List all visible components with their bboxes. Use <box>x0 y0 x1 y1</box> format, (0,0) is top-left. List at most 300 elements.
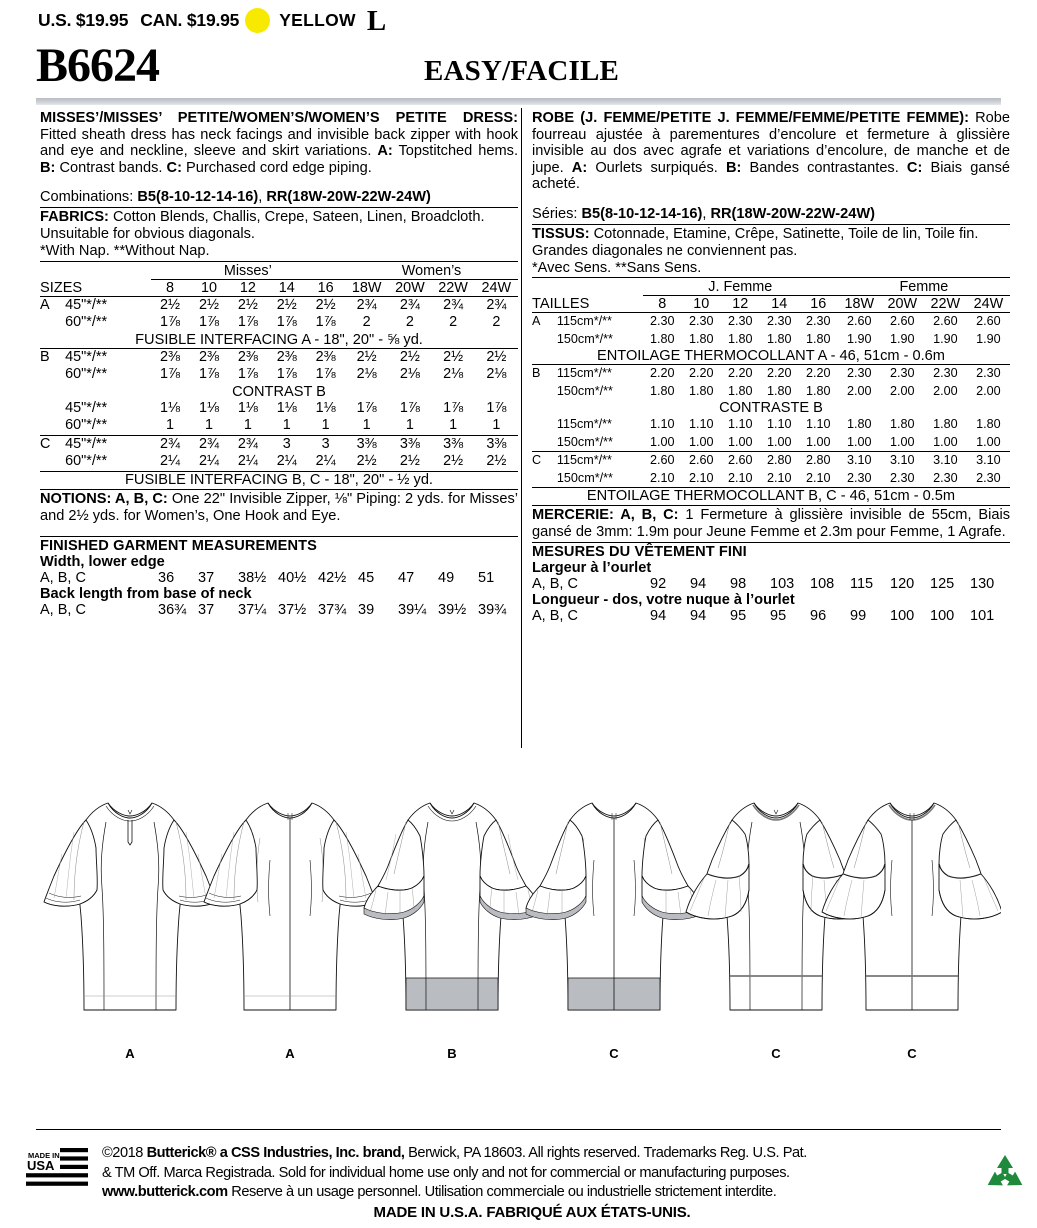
french-view-b-label: B: <box>725 159 742 176</box>
table-row <box>40 417 518 435</box>
yardage-cell: 2.00 <box>846 383 872 398</box>
fgm-cell: 38½ <box>238 570 267 587</box>
english-view-b-label: B: <box>40 159 56 176</box>
interfacing-bc-value: - 18", 20" - ½ yd. <box>320 471 433 488</box>
tailles-label: TAILLES <box>532 296 590 313</box>
rule <box>532 277 1010 278</box>
fgm-cell: 49 <box>438 570 455 587</box>
yardage-cell: 1.00 <box>890 434 915 449</box>
yardage-cell: 3⅜ <box>431 435 474 453</box>
fabric-width: 115cm*/** <box>557 313 643 331</box>
yardage-cell: 2¼ <box>160 453 181 470</box>
yardage-cell: 2 <box>405 314 414 331</box>
sizes-row <box>40 279 518 296</box>
footer <box>20 1138 1030 1224</box>
yardage-cell: 2½ <box>356 453 377 470</box>
size-8: 8 <box>658 296 667 313</box>
fgm-views: A, B, C <box>40 570 86 587</box>
fgm-cell: 100 <box>890 607 915 624</box>
french-unsuitable: Grandes diagonales ne conviennent pas. <box>532 242 798 259</box>
french-view-c-text: Biais gansé acheté. <box>532 159 1010 193</box>
yardage-cell: 3.10 <box>967 452 1010 470</box>
fgm-cell: 115 <box>850 575 874 592</box>
yardage-cell: 1⅞ <box>276 314 297 331</box>
yardage-cell: 1.10 <box>766 417 792 432</box>
group-femme: Femme <box>838 279 1010 296</box>
price-us: U.S. $19.95 <box>38 9 129 30</box>
yardage-cell: 2¾ <box>151 435 190 453</box>
price-can: CAN. $19.95 <box>140 9 240 30</box>
view-letter: B <box>532 365 557 383</box>
fabric-width: 60"*/** <box>65 417 108 434</box>
yardage-cell: 1 <box>492 417 501 434</box>
yardage-cell: 2¾ <box>475 296 518 314</box>
fabric-width: 45"*/** <box>65 399 108 416</box>
french-yardage-table <box>532 279 1010 504</box>
english-view-c-text: Purchased cord edge piping. <box>181 159 372 176</box>
size-10: 10 <box>200 279 217 296</box>
yardage-cell: 1.80 <box>933 417 958 432</box>
yardage-cell: 2⅜ <box>306 348 345 366</box>
french-garment-label: FEMME): <box>906 110 969 126</box>
group-jfemme: J. Femme <box>643 279 838 296</box>
figure-label-b-front: B <box>447 1046 457 1061</box>
column-divider <box>521 108 522 748</box>
yardage-cell: 1⅛ <box>198 399 219 416</box>
size-22w: 22W <box>930 296 961 313</box>
yardage-cell: 2.60 <box>967 313 1010 331</box>
yardage-cell: 2 <box>362 314 371 331</box>
french-fabrics <box>532 226 1010 243</box>
yardage-cell: 2¾ <box>431 296 474 314</box>
table-row <box>532 452 1010 470</box>
yardage-cell: 2.30 <box>924 365 967 383</box>
entoilage-bc-label: ENTOILAGE THERMOCOLLANT B, C <box>586 488 837 505</box>
color-label: YELLOW <box>279 9 356 30</box>
entoilage-bc-value: - 46, 51cm - 0.5m <box>836 488 956 505</box>
english-column <box>40 110 518 618</box>
french-fgm-width-table <box>532 576 1010 592</box>
yardage-cell: 2.30 <box>890 470 915 485</box>
yardage-cell: 2.60 <box>881 313 924 331</box>
yardage-cell: 2¼ <box>315 453 336 470</box>
figure-label-c-back: C <box>771 1046 781 1061</box>
yardage-cell: 2.10 <box>728 470 753 485</box>
yardage-cell: 2.30 <box>799 313 838 331</box>
fgm-cell: 99 <box>850 607 867 624</box>
contrast-b-header <box>40 384 518 400</box>
english-fabrics-label: FABRICS: <box>40 209 109 226</box>
english-unsuitable: Unsuitable for obvious diagonals. <box>40 226 255 243</box>
yardage-cell: 1⅛ <box>237 399 258 416</box>
figure-a-front <box>44 803 216 1010</box>
copyright-year: ©2018 <box>102 1145 147 1161</box>
size-20w: 20W <box>887 296 918 313</box>
interfacing-bc-label: FUSIBLE INTERFACING B, C <box>124 471 321 488</box>
table-row <box>532 434 1010 452</box>
english-view-b-text: Contrast bands. <box>55 159 167 176</box>
fabric-width: 150cm*/** <box>556 383 613 398</box>
french-fgm-back-label: Longueur - dos, votre nuque à l’ourlet <box>532 591 795 608</box>
view-letter: A <box>532 313 557 331</box>
view-letter <box>40 417 65 435</box>
table-row <box>40 435 518 453</box>
yardage-cell: 2.20 <box>721 365 760 383</box>
yardage-cell: 2.10 <box>766 470 792 485</box>
yardage-cell: 1.90 <box>890 331 915 346</box>
french-combo-b5: B5(8-10-12-14-16) <box>581 205 703 222</box>
table-row <box>532 416 1010 434</box>
rule <box>40 261 518 262</box>
yardage-cell: 2½ <box>475 348 518 366</box>
size-8: 8 <box>166 279 175 296</box>
yardage-cell: 2.00 <box>890 383 915 398</box>
english-fgm-back-label: Back length from base of neck <box>40 586 252 603</box>
yardage-cell: 1.10 <box>805 417 831 432</box>
fgm-cell: 40½ <box>278 570 307 587</box>
english-fabrics <box>40 209 518 226</box>
table-row <box>40 400 518 418</box>
contrast-b-label: CONTRAST B <box>232 383 326 400</box>
yardage-cell: 2½ <box>306 296 345 314</box>
size-12: 12 <box>732 296 749 313</box>
made-in-usa-line: MADE IN U.S.A. FABRIQUÉ AUX ÉTATS-UNIS. <box>373 1203 691 1221</box>
yardage-cell: 1⅛ <box>160 399 181 416</box>
english-fgm-title: FINISHED GARMENT MEASUREMENTS <box>40 538 317 555</box>
english-notions <box>40 491 518 525</box>
yardage-cell: 1⅞ <box>198 314 219 331</box>
fgm-cell: 120 <box>890 575 915 592</box>
english-notions-text: One 22" Invisible Zipper, ⅛" Piping: 2 yds. for Misses’ and 2½ yds. for Women’s, One Hook and Eye. <box>40 490 518 524</box>
french-view-b-text: Bandes contrastantes. <box>741 159 907 176</box>
fgm-cell: 92 <box>650 575 667 592</box>
yardage-cell: 1.90 <box>976 331 1001 346</box>
fgm-cell: 98 <box>730 575 747 592</box>
yardage-cell: 2.30 <box>881 365 924 383</box>
yardage-cell: 2.00 <box>976 383 1001 398</box>
yardage-cell: 1.00 <box>650 434 675 449</box>
figure-a-back <box>204 803 376 1010</box>
yardage-cell: 1 <box>204 417 213 434</box>
fgm-cell: 94 <box>690 607 707 624</box>
yardage-cell: 2½ <box>228 296 267 314</box>
english-view-c-label: C: <box>166 159 182 176</box>
view-letter <box>532 470 557 488</box>
size-16: 16 <box>810 296 827 313</box>
difficulty-label: EASY/FACILE <box>424 55 620 87</box>
english-title-line: MISSES’/MISSES’ PETITE/WOMEN’S/WOMEN’S PETITE <box>40 110 447 126</box>
yardage-cell: 2.30 <box>721 313 760 331</box>
sizes-label: SIZES <box>40 279 83 296</box>
english-desc-text: Fitted sheath dress has neck facings and invisible back zipper with hook and eye and neckline, sleeve and skirt variations. <box>40 126 518 160</box>
figure-label-b-back: C <box>907 1046 917 1061</box>
fabric-width: 45"*/** <box>65 296 150 314</box>
yardage-cell: 2½ <box>388 348 431 366</box>
yardage-cell: 1 <box>282 417 291 434</box>
fgm-cell: 108 <box>810 575 835 592</box>
fgm-cell: 45 <box>358 570 375 587</box>
yardage-cell: 1.80 <box>846 417 872 432</box>
view-letter <box>40 400 65 418</box>
yardage-cell: 1 <box>449 417 458 434</box>
fgm-cell: 37¼ <box>238 602 267 619</box>
yardage-cell: 2.30 <box>838 365 881 383</box>
yardage-cell: 2⅛ <box>486 366 507 383</box>
rule <box>532 505 1010 506</box>
yardage-cell: 1 <box>166 417 175 434</box>
yardage-cell: 1 <box>362 417 371 434</box>
yardage-cell: 1⅞ <box>237 366 258 383</box>
entoilage-a <box>532 348 1010 365</box>
size-18w: 18W <box>844 296 875 313</box>
figure-c-back <box>822 803 1001 1010</box>
page-title: B6624 <box>36 39 160 92</box>
size-12: 12 <box>239 279 256 296</box>
usa-text: USA <box>27 1158 55 1173</box>
rule <box>40 536 518 537</box>
figure-label-a-front: A <box>125 1046 135 1061</box>
yardage-cell: 2.80 <box>760 452 799 470</box>
yardage-cell: 2.80 <box>799 452 838 470</box>
french-combinations <box>532 206 1010 223</box>
fgm-views: A, B, C <box>40 602 86 619</box>
french-column <box>532 110 1010 624</box>
fgm-cell: 39½ <box>438 602 467 619</box>
fgm-views: A, B, C <box>532 575 578 592</box>
fgm-cell: 96 <box>810 607 827 624</box>
yardage-cell: 1.00 <box>766 434 792 449</box>
size-letter: L <box>366 4 387 37</box>
rule <box>40 489 518 490</box>
fabric-width: 115cm*/** <box>557 452 643 470</box>
french-view-c-label: C: <box>906 159 923 176</box>
yardage-cell: 3⅜ <box>388 435 431 453</box>
interfacing-a-row <box>40 332 518 349</box>
rule <box>532 542 1010 543</box>
yardage-cell: 3 <box>306 435 345 453</box>
yardage-cell: 2.60 <box>643 452 682 470</box>
footer-divider <box>36 1129 1001 1130</box>
yardage-cell: 1.00 <box>689 434 714 449</box>
yardage-cell: 2.30 <box>846 470 872 485</box>
rule <box>40 207 518 208</box>
yardage-cell: 1.80 <box>650 383 675 398</box>
rule <box>532 224 1010 225</box>
yardage-cell: 1.80 <box>728 383 753 398</box>
spacer <box>40 524 518 535</box>
view-letter <box>40 453 65 471</box>
yardage-cell: 2.60 <box>721 452 760 470</box>
yardage-cell: 1⅞ <box>315 314 336 331</box>
empty-cell <box>40 263 65 280</box>
entoilage-bc-row <box>532 488 1010 505</box>
yardage-cell: 1 <box>243 417 252 434</box>
fabric-width: 45"*/** <box>65 348 150 366</box>
yardage-cell: 2.30 <box>933 470 958 485</box>
interfacing-bc-row <box>40 471 518 488</box>
group-header-row <box>532 279 1010 296</box>
group-misses: Misses’ <box>151 263 345 280</box>
garment-illustrations-svg <box>36 790 1001 1090</box>
recycle-icon <box>982 1152 1028 1198</box>
table-row <box>532 608 1010 624</box>
yardage-cell: 1⅞ <box>276 366 297 383</box>
fabric-width: 150cm*/** <box>556 434 613 449</box>
fabric-width: 60"*/** <box>65 366 108 383</box>
yardage-cell: 1.00 <box>933 434 958 449</box>
yardage-cell: 2⅜ <box>190 348 229 366</box>
yardage-cell: 2.30 <box>967 365 1010 383</box>
yardage-cell: 1⅞ <box>198 366 219 383</box>
contraste-b-header <box>532 400 1010 416</box>
table-row <box>532 313 1010 331</box>
figure-b-front <box>364 803 540 1010</box>
brand-name: Butterick® a CSS Industries, Inc. brand, <box>146 1145 405 1161</box>
yardage-cell: 1.80 <box>805 331 831 346</box>
empty-cell <box>557 279 643 296</box>
yardage-cell: 1.80 <box>728 331 753 346</box>
english-fgm-back-table <box>40 602 518 618</box>
yardage-cell: 2¼ <box>237 453 258 470</box>
yardage-cell: 2⅜ <box>267 348 306 366</box>
yardage-cell: 1.00 <box>846 434 872 449</box>
entoilage-a-row <box>532 348 1010 365</box>
yardage-cell: 2⅜ <box>151 348 190 366</box>
yardage-cell: 2¼ <box>198 453 219 470</box>
footer-line-2: & TM Off. Marca Registrada. Sold for individual home use only and not for commercial or manufacturing purposes. <box>102 1164 790 1181</box>
yardage-cell: 2 <box>449 314 458 331</box>
french-fgm-width-label: Largeur à l’ourlet <box>532 559 652 576</box>
yardage-cell: 2.10 <box>689 470 714 485</box>
yardage-cell: 1.80 <box>650 331 675 346</box>
yardage-cell: 3.10 <box>838 452 881 470</box>
yardage-cell: 1⅞ <box>486 399 507 416</box>
view-letter <box>532 434 557 452</box>
size-24w: 24W <box>973 296 1004 313</box>
fgm-cell: 39 <box>358 602 375 619</box>
figure-label-a-back: A <box>285 1046 295 1061</box>
fgm-cell: 51 <box>478 570 495 587</box>
fgm-cell: 95 <box>730 607 747 624</box>
yardage-cell: 2.00 <box>933 383 958 398</box>
yardage-cell: 1.80 <box>766 383 792 398</box>
french-combo-rr: RR(18W-20W-22W-24W) <box>710 205 875 222</box>
table-row <box>532 365 1010 383</box>
table-row <box>532 383 1010 401</box>
fgm-cell: 94 <box>650 607 667 624</box>
french-notions <box>532 507 1010 541</box>
view-letter: C <box>532 452 557 470</box>
yardage-cell: 2.10 <box>650 470 675 485</box>
yardage-cell: 2.20 <box>643 365 682 383</box>
spacer <box>532 193 1010 206</box>
fgm-cell: 36¾ <box>158 602 187 619</box>
english-view-a-text: Topstitched hems. <box>392 143 518 160</box>
fabric-width: 60"*/** <box>65 314 108 331</box>
english-fgm-width-table <box>40 570 518 586</box>
entoilage-bc <box>532 488 1010 505</box>
spacer <box>40 176 518 189</box>
yardage-cell: 1⅛ <box>276 399 297 416</box>
yardage-cell: 1.10 <box>689 417 714 432</box>
table-row <box>40 314 518 332</box>
line-drawings <box>36 790 1001 1090</box>
color-dot-icon <box>245 8 270 33</box>
size-22w: 22W <box>438 279 468 296</box>
footer-address: Berwick, PA 18603. All rights reserved. Trademarks Reg. U.S. Pat. <box>404 1145 807 1161</box>
french-fabrics-label: TISSUS: <box>532 225 590 242</box>
yardage-cell: 2⅛ <box>443 366 464 383</box>
interfacing-a-value: - 18", 20" - ⅝ yd. <box>310 331 423 348</box>
english-combo-sep: , <box>258 189 267 206</box>
french-fabrics-text: Cotonnade, Etamine, Crêpe, Satinette, Toile de lin, Toile fin. <box>589 225 979 242</box>
french-view-a-label: A: <box>571 159 588 176</box>
fgm-cell: 37½ <box>278 602 307 619</box>
french-notions-text: 1 Fermeture à glissière invisible de 55cm, Biais gansé de 3mm: 1.9m pour Jeune Femme et 2.3m pour Femme, 1 Agrafe. <box>532 507 1010 541</box>
yardage-cell: 1.90 <box>933 331 958 346</box>
fabric-width: 115cm*/** <box>557 365 643 383</box>
yardage-cell: 1.80 <box>689 383 714 398</box>
size-14: 14 <box>771 296 788 313</box>
fgm-cell: 101 <box>970 607 995 624</box>
yardage-cell: 2⅛ <box>399 366 420 383</box>
yardage-cell: 1.00 <box>976 434 1001 449</box>
table-row <box>40 570 518 586</box>
fabric-width: 60"*/** <box>65 453 108 470</box>
fgm-cell: 103 <box>770 575 795 592</box>
view-letter <box>532 331 557 349</box>
english-description <box>40 110 518 176</box>
yardage-cell: 2.30 <box>760 313 799 331</box>
yardage-cell: 1.00 <box>805 434 831 449</box>
yardage-cell: 2½ <box>267 296 306 314</box>
fabric-width: 150cm*/** <box>556 331 613 346</box>
fgm-cell: 42½ <box>318 570 347 587</box>
size-10: 10 <box>693 296 710 313</box>
fabric-width: 45"*/** <box>65 435 150 453</box>
yardage-cell: 2½ <box>345 348 388 366</box>
fgm-cell: 37 <box>198 602 215 619</box>
yardage-cell: 2½ <box>190 296 229 314</box>
group-header-row <box>40 263 518 280</box>
yardage-cell: 2.30 <box>976 470 1001 485</box>
english-fgm-width-label: Width, lower edge <box>40 554 165 571</box>
interfacing-a-label: FUSIBLE INTERFACING A <box>135 331 311 348</box>
table-row <box>40 602 518 618</box>
size-24w: 24W <box>481 279 512 296</box>
yardage-cell: 2.60 <box>924 313 967 331</box>
yardage-cell: 1.80 <box>766 331 792 346</box>
empty-cell <box>65 263 150 280</box>
fabric-width: 150cm*/** <box>556 470 613 485</box>
website-url[interactable]: www.butterick.com <box>102 1184 228 1200</box>
yardage-cell: 2.20 <box>760 365 799 383</box>
figure-label-c-front: C <box>609 1046 619 1061</box>
made-in-usa-flag-icon <box>26 1148 88 1190</box>
yardage-cell: 2.20 <box>799 365 838 383</box>
fgm-cell: 95 <box>770 607 787 624</box>
group-womens: Women’s <box>345 263 518 280</box>
size-18w: 18W <box>351 279 382 296</box>
yardage-cell: 2½ <box>443 453 464 470</box>
french-description <box>532 110 1010 193</box>
fgm-cell: 100 <box>930 607 955 624</box>
interfacing-bc <box>40 471 518 488</box>
yardage-cell: 1.90 <box>846 331 872 346</box>
yardage-cell: 1⅛ <box>315 399 336 416</box>
view-letter <box>40 366 65 384</box>
table-row <box>40 366 518 384</box>
